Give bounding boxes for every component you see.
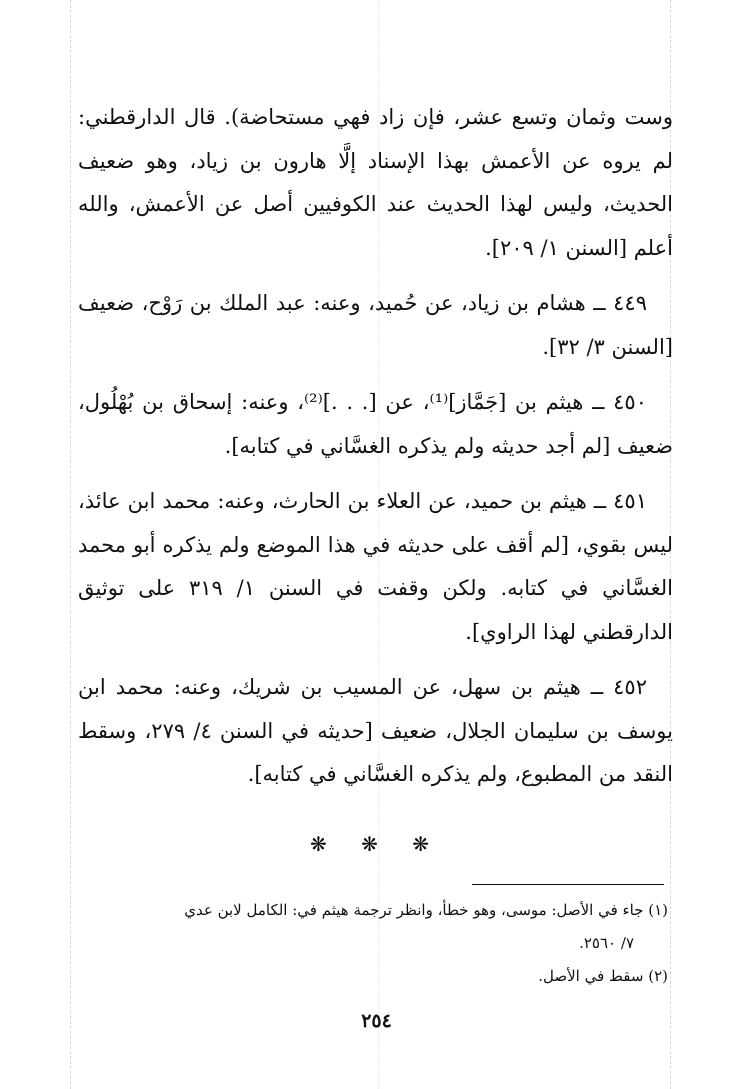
footnotes (78, 894, 668, 993)
scan-guide-line (70, 0, 71, 1089)
page-number: ٢٥٤ (361, 1010, 392, 1032)
footnote-2: (٢) سقط في الأصل. (538, 967, 668, 985)
entry-449: ٤٤٩ ــ هشام بن زياد، عن حُميد، وعنه: عبد الملك بن رَوْح، ضعيف [السنن ٣/ ٣٢]. (78, 291, 673, 359)
footnote-divider (472, 884, 664, 885)
entry-452: ٤٥٢ ــ هيثم بن سهل، عن المسيب بن شريك، وعنه: محمد ابن يوسف بن سليمان الجلال، ضعيف [حديثه في السنن ٤/ ٢٧٩، وسقط النقد من المطبوع، ولم يذكره الغسَّاني في كتابه]. (78, 675, 673, 786)
main-text (78, 96, 673, 809)
paragraph-continuation: وست وثمان وتسع عشر، فإن زاد فهي مستحاضة). قال الدارقطني: لم يروه عن الأعمش بهذا الإسناد إلَّا هارون بن زياد، وهو ضعيف الحديث، وليس لهذا الحديث عند الكوفيين أصل عن الأعمش، والله أعلم [السنن ١/ ٢٠٩]. (78, 105, 673, 260)
section-separator: ❋ ❋ ❋ (310, 832, 443, 856)
entry-450: ٤٥٠ ــ هيثم بن [جَمَّاز]⁽¹⁾، عن [. . .]⁽²⁾، وعنه: إسحاق بن بُهْلُول، ضعيف [لم أجد حديثه ولم يذكره الغسَّاني في كتابه]. (78, 390, 673, 458)
entry-451: ٤٥١ ــ هيثم بن حميد، عن العلاء بن الحارث، وعنه: محمد ابن عائذ، ليس بقوي، [لم أقف على حديثه في هذا الموضع ولم يذكره أبو محمد الغسَّاني في كتابه. ولكن وقفت في السنن ١/ ٣١٩ على توثيق الدارقطني لهذا الراوي]. (78, 489, 673, 644)
footnote-1: (١) جاء في الأصل: موسى، وهو خطأ، وانظر ترجمة هيثم في: الكامل لابن عدي (184, 901, 668, 919)
footnote-1-continuation: ٧/ ٢٥٦٠. (579, 934, 634, 952)
